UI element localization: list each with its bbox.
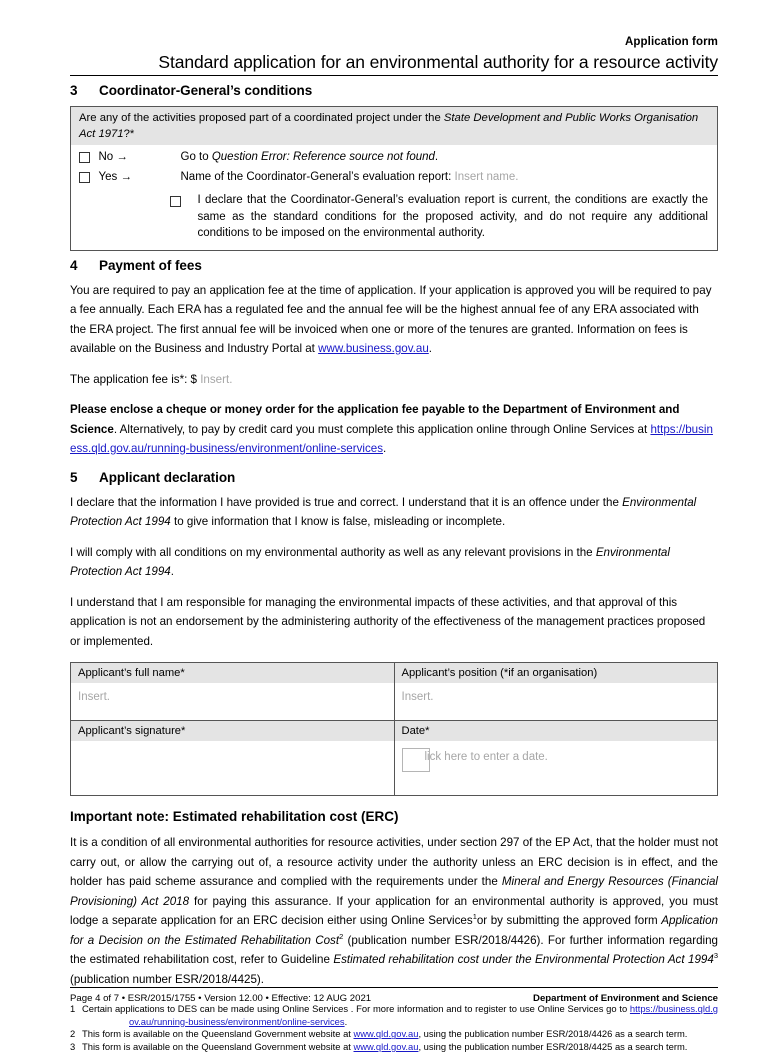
answer-row-no[interactable] [71,145,717,165]
section-heading-5 [70,470,718,485]
section-title-4: Payment of fees [99,257,202,273]
section-title-3: Coordinator-General’s conditions [99,83,313,98]
declaration-1-act: Environmental Protection Act 1994 [70,495,697,528]
declaration-1-pre: I declare that the information I have provided is true and correct. I understand that it is an offence under the [70,495,623,509]
online-services-link[interactable]: https://business.qld.gov.au/running-business/environment/online-services [70,422,713,455]
document-kicker: Application form [625,36,718,48]
checkbox-declaration-icon[interactable] [170,196,181,207]
declaration-2-pre: I will comply with all conditions on my environmental authority as well as any relevant provisions in the [70,545,596,559]
footnote-text-post: , using the publication number ESR/2018/4425 as a search term. [418,1040,688,1052]
question-act-name: State Development and Public Works Organisation Act 1971 [79,112,699,140]
fees-text-post: . [428,342,433,355]
erc-footnote-marker-1: 1 [472,912,477,922]
checkbox-yes-icon[interactable] [79,172,90,183]
date-picker-field[interactable] [395,741,718,791]
applicant-signature-cell [71,721,395,796]
footnote-item [70,1003,718,1028]
footnote-text-post: . [344,1015,348,1027]
section-number-4: 4 [70,257,78,273]
declaration-1-post: to give information that I know is false, misleading or incomplete. [170,515,506,528]
no-text-post: . [434,151,439,163]
erc-text-c: or by submitting the approved form [476,914,662,927]
question-text-pre: Are any of the activities proposed part of a coordinated project under the [79,112,444,124]
section-title-5: Applicant declaration [99,469,236,485]
erc-guideline-italic: Estimated rehabilitation cost under the Environmental Protection Act 1994 [333,953,714,966]
declaration-paragraph-3: I understand that I am responsible for managing the environmental impacts of these activities, and that approval of this application is not an endorsement by the administering authority of the effectiveness of the management practices proposed or implemented. [70,595,706,648]
erc-text-d: (publication number ESR/2018/4426). For further information regarding the estimated rehabilitation cost, refer to Guideline [70,933,718,966]
erc-note-paragraph [70,833,718,989]
erc-footnote-marker-3: 3 [713,951,718,961]
applicant-signature-header: Applicant’s signature* [71,721,394,741]
footnote-link[interactable]: www.qld.gov.au [353,1040,419,1052]
applicant-position-input[interactable]: Insert. [401,691,434,703]
footnote-item [70,1041,718,1053]
no-text-reference: Question Error: Reference source not found [211,151,435,163]
declaration-paragraph-2 [70,543,718,582]
applicant-full-name-header: Applicant’s full name* [71,663,394,683]
erc-form-italic: Application for a Decision on the Estimated Rehabilitation Cost [70,914,718,947]
coordinator-general-question-box [70,106,718,251]
declaration-2-act: Environmental Protection Act 1994 [70,545,670,578]
payment-of-fees-paragraph [70,281,718,359]
table-row [71,721,718,796]
erc-text-a: It is a condition of all environmental authorities for resource activities, under section 297 of the EP Act, that the holder must not carry out, or allow the carrying out of, a resource activity under the authority unless an ERC decision is in effect, and the holder has paid scheme assurance and complied with the requirements under the [70,836,718,888]
applicant-position-cell [394,663,718,721]
applicant-position-header: Applicant’s position (*if an organisation) [395,663,718,683]
footnote-text-pre: This form is available on the Queensland Government website at [82,1040,354,1052]
checkbox-no-icon[interactable] [79,152,90,163]
applicant-date-header: Date* [395,721,718,741]
answer-label-yes: Yes → [98,171,132,183]
footnotes-section [70,1003,718,1053]
page-footer [70,987,718,1004]
application-fee-row [70,370,718,390]
page-footer-left: Page 4 of 7 • ESR/2015/1755 • Version 12.00 • Effective: 12 AUG 2021 [70,993,372,1004]
footnote-text [82,1028,718,1041]
footnote-text-post: , using the publication number ESR/2018/4426 as a search term. [418,1028,688,1040]
document-title: Standard application for an environmental authority for a resource activity [70,52,718,76]
cheque-instruction-mid: . Alternatively, to pay by credit card you must complete this application online through Online Services at [113,422,651,436]
footnote-item [70,1028,718,1041]
cheque-instruction-bold: Please enclose a cheque or money order for the application fee payable to the Department of Environment and Science [70,403,680,436]
cheque-instruction-post: . [383,442,387,455]
footnote-text [82,1003,718,1028]
erc-footnote-marker-2: 2 [339,931,344,941]
answer-text-no [181,149,710,165]
erc-act-italic: Mineral and Energy Resources (Financial Provisioning) Act 2018 [70,875,718,908]
footnote-text-pre: Certain applications to DES can be made using Online Services . For more information and to register to use Online Services go to [82,1003,630,1014]
evaluation-report-input[interactable]: Insert name. [454,171,519,183]
footnote-link[interactable]: www.qld.gov.au [353,1028,419,1040]
erc-note-heading: Important note: Estimated rehabilitation cost (ERC) [70,809,399,824]
erc-text-e: (publication number ESR/2018/4425). [70,972,264,986]
coordinator-general-declaration-row[interactable] [71,185,717,250]
coordinated-project-question [71,107,717,145]
applicant-signature-input[interactable] [71,741,394,795]
declaration-paragraph-1 [70,493,718,532]
applicant-full-name-input[interactable]: Insert. [78,691,110,703]
cheque-instruction-paragraph [70,400,718,459]
table-row [71,663,718,721]
business-gov-au-link[interactable]: www.business.gov.au [318,342,429,355]
answer-text-yes [181,169,710,185]
declaration-2-post: . [170,565,174,578]
evaluation-report-label: Name of the Coordinator-General’s evaluation report: [180,171,452,183]
footnote-link[interactable]: https://business.qld.gov.au/running-business/environment/online-services [129,1003,718,1027]
declaration-text: I declare that the Coordinator-General’s evaluation report is current, the conditions are exactly the same as the standard conditions for the proposed activity, and do not require any additional conditions to be imposed on the environmental authority. [197,194,708,239]
footnote-number: 3 [70,1040,76,1052]
footnote-number: 1 [70,1003,76,1014]
fees-text: You are required to pay an application fee at the time of application. If your application is approved you will be required to pay a fee annually. Each ERA has a regulated fee and the annual fee will be the highest annual fee of any ERA associated with the ERA project. The first annual fee will be invoiced when one or more of the tenures are granted. Information on fees is available on the Business and Industry Portal at [70,283,712,355]
section-heading-3 [70,83,718,98]
application-fee-input[interactable]: Insert. [200,372,233,386]
section-heading-4 [70,258,718,273]
erc-text-b: for paying this assurance. If your application for an environmental authority is approved, you must lodge a separate application for an ERC decision either using Online Services [70,894,718,927]
page-footer-right: Department of Environment and Science [533,993,718,1004]
applicant-date-cell [394,721,718,796]
section-number-3: 3 [70,83,78,98]
applicant-details-table [70,662,718,796]
footnote-text [82,1041,718,1053]
applicant-full-name-cell [71,663,395,721]
answer-label-no: No → [98,151,128,163]
application-fee-label: The application fee is*: $ [70,372,197,386]
answer-row-yes[interactable] [71,165,717,185]
footnote-number: 2 [70,1028,76,1040]
footnote-text-pre: This form is available on the Queensland Government website at [82,1028,354,1040]
no-text-pre: Go to [180,151,212,163]
section-number-5: 5 [70,469,78,485]
date-picker-placeholder: lick here to enter a date. [424,751,548,763]
question-text-post: ?* [123,127,135,140]
